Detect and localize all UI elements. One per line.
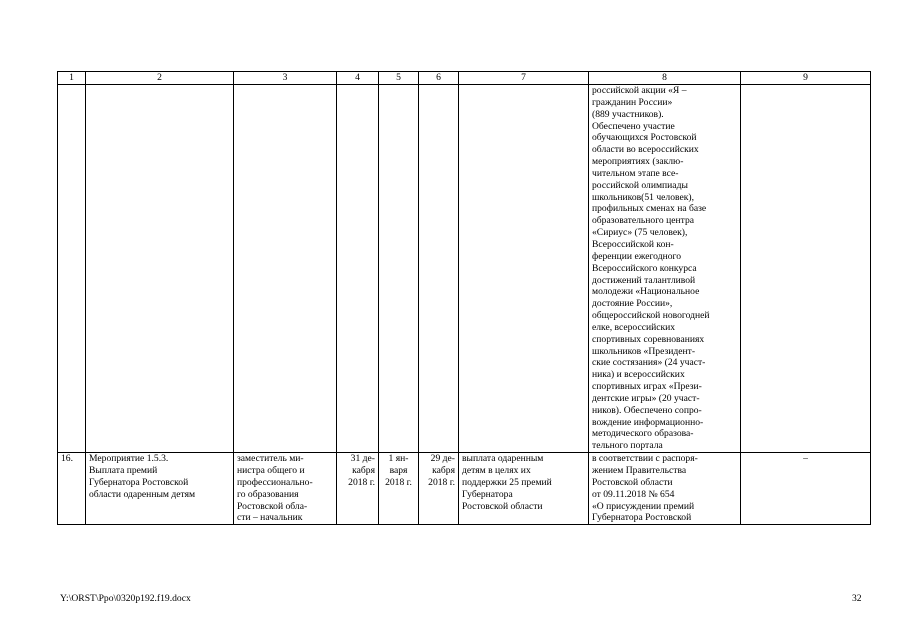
header-row bbox=[58, 72, 871, 85]
header-cell: 8 bbox=[589, 72, 741, 85]
table-cell bbox=[58, 85, 86, 453]
table-row-16 bbox=[58, 453, 871, 525]
actual-end-date: 29 де- кабря 2018 г. bbox=[419, 453, 459, 525]
file-path: Y:\ORST\Ppo\0320p192.f19.docx bbox=[60, 593, 191, 604]
row-number: 16. bbox=[58, 453, 86, 525]
document-table bbox=[57, 71, 871, 525]
header-cell: 4 bbox=[337, 72, 379, 85]
header-cell: 9 bbox=[741, 72, 871, 85]
deviation-reason: – bbox=[741, 453, 871, 525]
event-name: Мероприятие 1.5.3. Выплата премий Губернатора Ростовской области одаренным детям bbox=[86, 453, 234, 525]
header-cell: 6 bbox=[419, 72, 459, 85]
responsible: заместитель ми- нистра общего и профессионально- го образования Ростовской обла- сти – начальник bbox=[234, 453, 337, 525]
planned-end-date: 31 де- кабря 2018 г. bbox=[337, 453, 379, 525]
header-cell: 3 bbox=[234, 72, 337, 85]
page-number: 32 bbox=[852, 593, 862, 604]
table-cell bbox=[741, 85, 871, 453]
results-cell: российской акции «Я – гражданин России» (889 участников). Обеспечено участие обучающихся Ростовской области во всероссийских мероприятиях (заклю- чительном этапе все- российской олимпиады школьников(51 человек), профильных сменах на базе образовательного центра «Сириус» (75 человек), Всероссийской кон- ференции ежегодного Всероссийского конкурса достижений талантливой молодежи «Национальное достояние России», общероссийской новогодней елке, всероссийских спортивных соревнованиях школьников «Президент- ские состязания» (24 участ- ника) и всероссийских спортивных играх «Прези- дентские игры» (20 участ- ников). Обеспечено сопро- вождение информационно- методического образова- тельного портала bbox=[589, 85, 741, 453]
header-cell: 7 bbox=[459, 72, 589, 85]
table-cell bbox=[86, 85, 234, 453]
table-cell bbox=[419, 85, 459, 453]
header-cell: 1 bbox=[58, 72, 86, 85]
table-cell bbox=[459, 85, 589, 453]
actual-start-date: 1 ян- варя 2018 г. bbox=[379, 453, 419, 525]
header-cell: 2 bbox=[86, 72, 234, 85]
table-cell bbox=[379, 85, 419, 453]
table-cell bbox=[337, 85, 379, 453]
planned-result: выплата одаренным детям в целях их поддержки 25 премий Губернатора Ростовской области bbox=[459, 453, 589, 525]
actual-result: в соответствии с распоря- жением Правительства Ростовской области от 09.11.2018 № 654 «О присуждении премий Губернатора Ростовской bbox=[589, 453, 741, 525]
table-row-continuation bbox=[58, 85, 871, 453]
table-cell bbox=[234, 85, 337, 453]
header-cell: 5 bbox=[379, 72, 419, 85]
